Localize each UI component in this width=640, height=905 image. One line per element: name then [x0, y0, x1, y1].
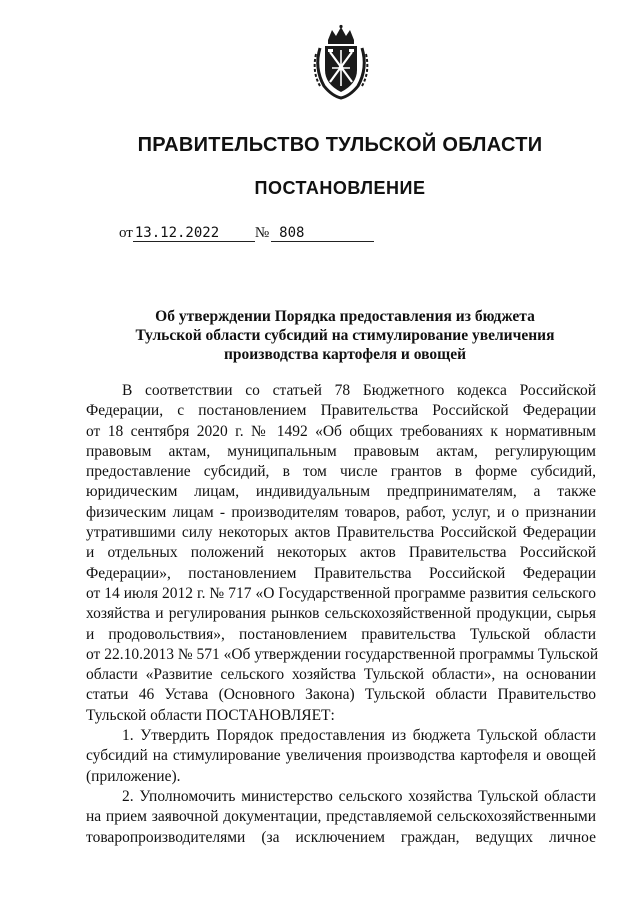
body-line: Тульской области ПОСТАНОВЛЯЕТ: — [86, 706, 335, 724]
body-line: Федерации», постановлением Правительства Российской Федерации — [86, 564, 596, 582]
body-line: предоставление субсидий, в том числе грантов в форме субсидий, — [86, 463, 596, 481]
body-line: (приложение). — [86, 767, 181, 785]
body-line: области «Развитие сельского хозяйства Тульской области», на основании — [86, 666, 596, 684]
body-line: утратившими силу некоторых актов Правительства Российской Федерации — [86, 524, 596, 542]
body-line: В соответствии со статьей 78 Бюджетного кодекса Российской — [122, 382, 596, 399]
body-line: 2. Уполномочить министерство сельского хозяйства Тульской области — [122, 787, 596, 805]
body-line: товаропроизводителями (за исключением граждан, ведущих личное — [86, 828, 596, 846]
document-body — [86, 381, 599, 848]
body-line: от 22.10.2013 № 571 «Об утверждении государственной программы Тульской — [86, 645, 599, 663]
body-line: и отдельных положений некоторых актов Правительства Российской — [86, 544, 596, 562]
subject-line: Об утверждении Порядка предоставления из бюджета — [155, 308, 535, 325]
body-line: на прием заявочной документации, представляемой сельскохозяйственными — [86, 808, 596, 826]
body-line: хозяйства и регулирования рынков сельскохозяйственной продукции, сырья — [86, 605, 596, 623]
number-prefix: № — [254, 225, 270, 241]
body-line: субсидий на стимулирование увеличения производства картофеля и овощей — [86, 747, 596, 765]
body-line: от 14 июля 2012 г. № 717 «О Государственной программе развития сельского — [86, 584, 596, 602]
document-subject — [100, 307, 590, 364]
subject-line: Тульской области субсидий на стимулирование увеличения — [135, 327, 555, 344]
body-line: и продовольствия», постановлением правительства Тульской области — [86, 625, 596, 643]
registration-line — [119, 225, 374, 242]
government-title: ПРАВИТЕЛЬСТВО ТУЛЬСКОЙ ОБЛАСТИ — [137, 134, 543, 156]
tula-region-coat-of-arms-icon — [310, 24, 372, 100]
document-type: ПОСТАНОВЛЕНИЕ — [254, 178, 426, 198]
body-line: юридическим лицам, индивидуальным предпринимателям, а также — [86, 483, 596, 501]
document-number: 808 — [271, 225, 374, 242]
subject-line: производства картофеля и овощей — [223, 346, 467, 363]
date-prefix: от — [119, 225, 133, 241]
body-line: от 18 сентября 2020 г. № 1492 «Об общих требованиях к нормативным — [86, 422, 596, 440]
body-line: физическим лицам - производителям товаров, работ, услуг, и о признании — [86, 503, 596, 521]
document-date: 13.12.2022 — [133, 225, 255, 242]
body-line: правовым актам, муниципальным правовым актам, регулирующим — [86, 442, 596, 460]
body-line: 1. Утвердить Порядок предоставления из бюджета Тульской области — [122, 727, 596, 745]
body-line: статьи 46 Устава (Основного Закона) Тульской области Правительство — [86, 686, 596, 704]
body-line: Федерации, с постановлением Правительства Российской Федерации — [86, 402, 596, 420]
